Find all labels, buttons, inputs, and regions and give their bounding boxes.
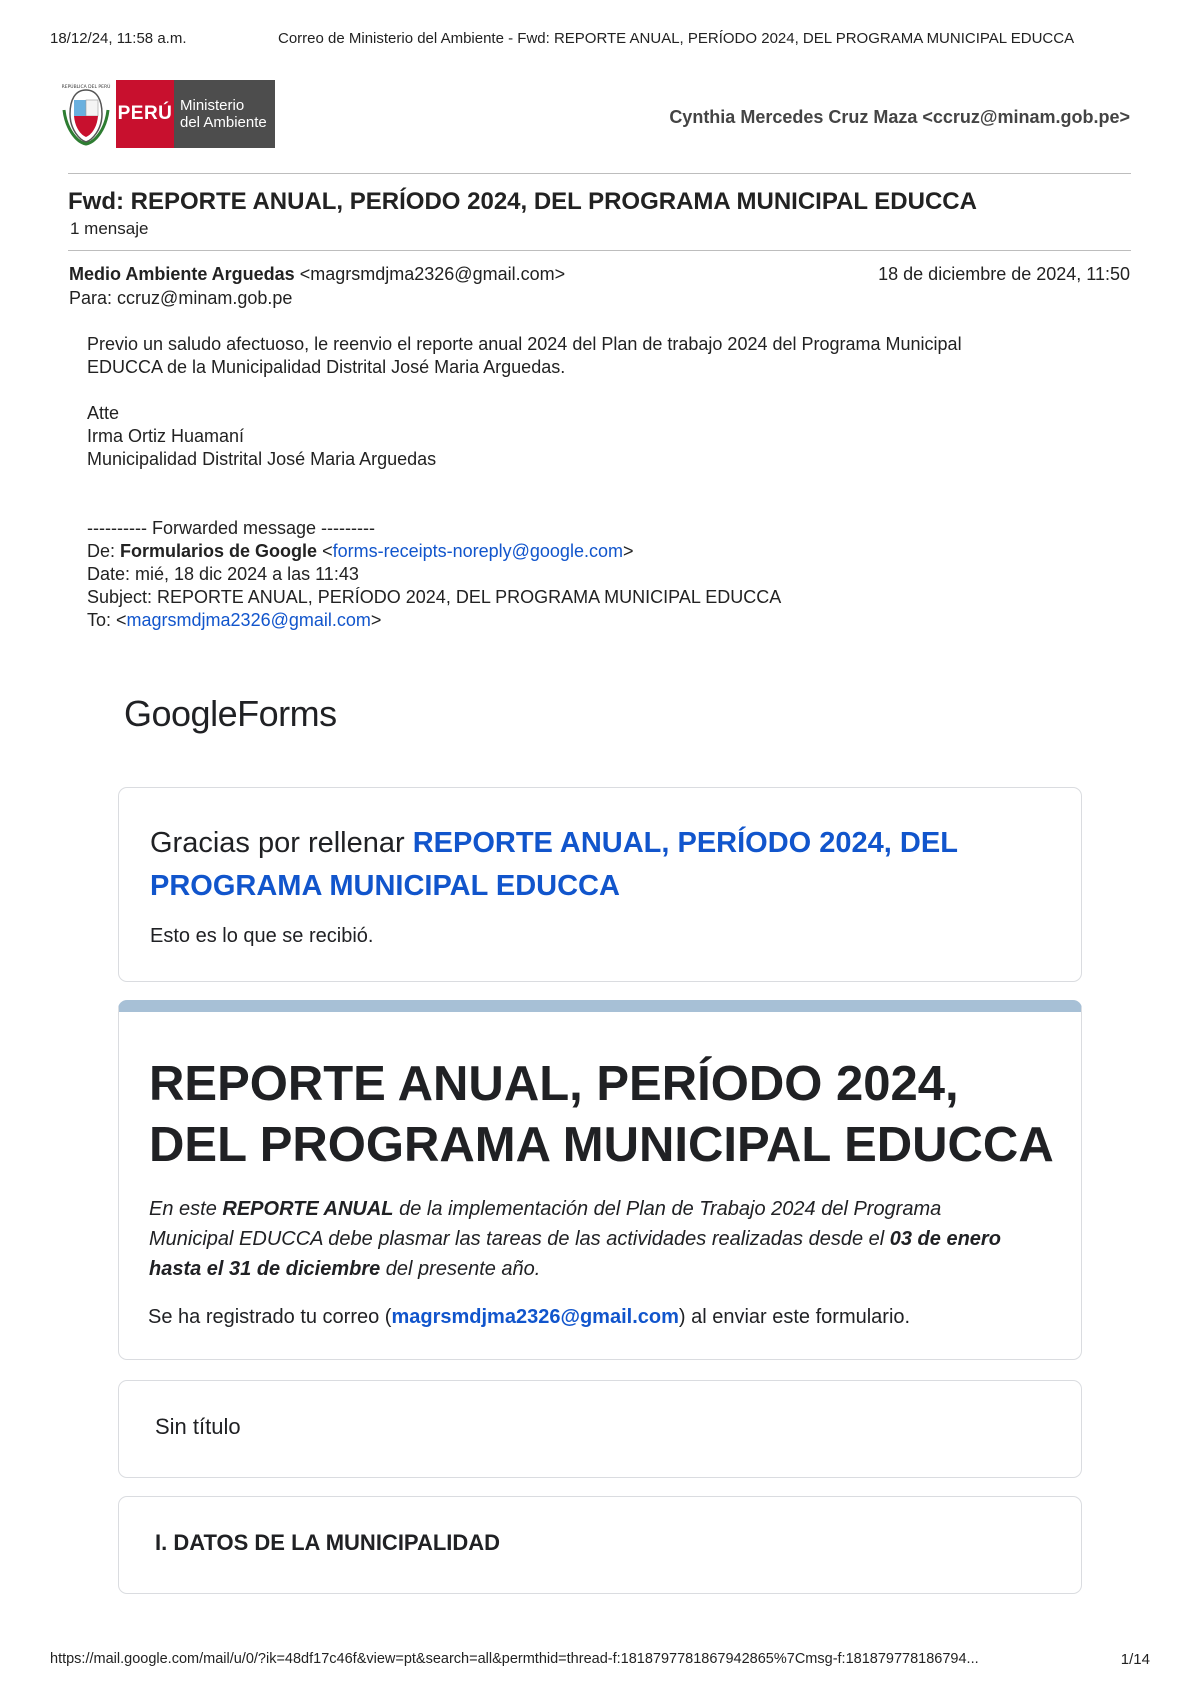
forward-subject: Subject: REPORTE ANUAL, PERÍODO 2024, DEL PROGRAMA MUNICIPAL EDUCCA <box>87 587 782 607</box>
signature-line: Municipalidad Distrital José Maria Arguedas <box>87 449 437 469</box>
desc-text: En este <box>149 1198 223 1220</box>
print-url: https://mail.google.com/mail/u/0/?ik=48df17c46f&view=pt&search=all&permthid=thread-f:1818797781867942865%7Cmsg-f:181879778186794... <box>50 1651 979 1667</box>
logo-ministry-line1: Ministerio <box>180 97 245 114</box>
email-body <box>87 333 962 632</box>
section-card-untitled <box>118 1380 1082 1478</box>
form-description <box>149 1194 1001 1284</box>
section-title: I. DATOS DE LA MUNICIPALIDAD <box>155 1530 501 1555</box>
form-title-line: REPORTE ANUAL, PERÍODO 2024, <box>149 1057 959 1111</box>
registered-prefix: Se ha registrado tu correo ( <box>148 1306 392 1328</box>
print-datetime: 18/12/24, 11:58 a.m. <box>50 30 187 47</box>
forward-to-email-link[interactable]: magrsmdjma2326@gmail.com <box>126 610 371 630</box>
forward-separator: ---------- Forwarded message --------- <box>87 518 375 538</box>
recipient <box>69 287 292 310</box>
desc-emphasis: REPORTE ANUAL <box>222 1198 394 1220</box>
logo-ministry-line2: del Ambiente <box>180 114 267 131</box>
signature-line: Atte <box>87 403 120 423</box>
recipient-email: ccruz@minam.gob.pe <box>117 288 293 308</box>
form-title-line: DEL PROGRAMA MUNICIPAL EDUCCA <box>149 1118 1054 1172</box>
forward-from: De: Formularios de Google <forms-receipts-noreply@google.com> <box>87 541 634 561</box>
sender <box>69 263 565 286</box>
thanks-text <box>150 822 958 908</box>
section-card-datos <box>118 1496 1082 1594</box>
desc-emphasis: hasta el 31 de diciembre <box>149 1258 381 1280</box>
form-title-link[interactable]: REPORTE ANUAL, PERÍODO 2024, DEL <box>412 827 958 859</box>
received-text: Esto es lo que se recibió. <box>150 925 374 947</box>
logo-ministry <box>174 80 275 148</box>
minam-logo[interactable] <box>60 80 275 148</box>
forward-from-email-link[interactable]: forms-receipts-noreply@google.com <box>332 541 623 561</box>
google-wordmark: Google <box>124 693 238 734</box>
section-title: Sin título <box>155 1414 241 1439</box>
forward-from-name: Formularios de Google <box>120 541 318 561</box>
message-count: 1 mensaje <box>70 219 149 238</box>
form-title-link[interactable]: PROGRAMA MUNICIPAL EDUCCA <box>150 870 620 902</box>
google-forms-logo[interactable] <box>124 693 337 735</box>
thanks-prefix: Gracias por rellenar <box>150 827 405 859</box>
body-line: EDUCCA de la Municipalidad Distrital José Maria Arguedas. <box>87 357 566 377</box>
desc-text: de la implementación del Plan de Trabajo 2024 del Programa <box>393 1198 942 1220</box>
peru-coat-of-arms-icon <box>60 80 112 148</box>
print-page-title: Correo de Ministerio del Ambiente - Fwd: REPORTE ANUAL, PERÍODO 2024, DEL PROGRAMA MUNICIPAL EDUCCA <box>278 30 1075 47</box>
account-label: Cynthia Mercedes Cruz Maza <ccruz@minam.gob.pe> <box>669 107 1130 127</box>
registered-email-note <box>148 1306 910 1329</box>
forward-to-label: To: <box>87 610 112 630</box>
sender-name: Medio Ambiente Arguedas <box>69 264 295 284</box>
desc-text: del presente año. <box>380 1258 541 1280</box>
thanks-card <box>118 787 1082 982</box>
body-line: Previo un saludo afectuoso, le reenvio el reporte anual 2024 del Plan de trabajo 2024 del Programa Municipal <box>87 334 962 354</box>
logo-country: PERÚ <box>116 80 174 148</box>
recipient-label: Para: <box>69 288 113 308</box>
desc-text: Municipal EDUCCA debe plasmar las tareas de las actividades realizadas desde el <box>149 1228 890 1250</box>
forward-date: Date: mié, 18 dic 2024 a las 11:43 <box>87 564 359 584</box>
divider <box>68 173 1131 174</box>
email-date: 18 de diciembre de 2024, 11:50 <box>878 264 1130 284</box>
signature-line: Irma Ortiz Huamaní <box>87 426 245 446</box>
form-title <box>149 1054 1054 1176</box>
email-subject: Fwd: REPORTE ANUAL, PERÍODO 2024, DEL PROGRAMA MUNICIPAL EDUCCA <box>68 188 977 215</box>
divider <box>68 250 1131 251</box>
forward-from-label: De: <box>87 541 116 561</box>
desc-emphasis: 03 de enero <box>889 1228 1001 1250</box>
form-header-card <box>118 1000 1082 1360</box>
registered-email-link[interactable]: magrsmdjma2326@gmail.com <box>391 1306 679 1328</box>
forward-to: To: <magrsmdjma2326@gmail.com> <box>87 610 382 630</box>
registered-suffix: ) al enviar este formulario. <box>678 1306 911 1328</box>
forms-wordmark: Forms <box>237 693 337 734</box>
print-page-number: 1/14 <box>1120 1651 1150 1668</box>
shield-caption: REPÚBLICA DEL PERÚ <box>61 85 111 90</box>
sender-email: <magrsmdjma2326@gmail.com> <box>299 264 566 284</box>
